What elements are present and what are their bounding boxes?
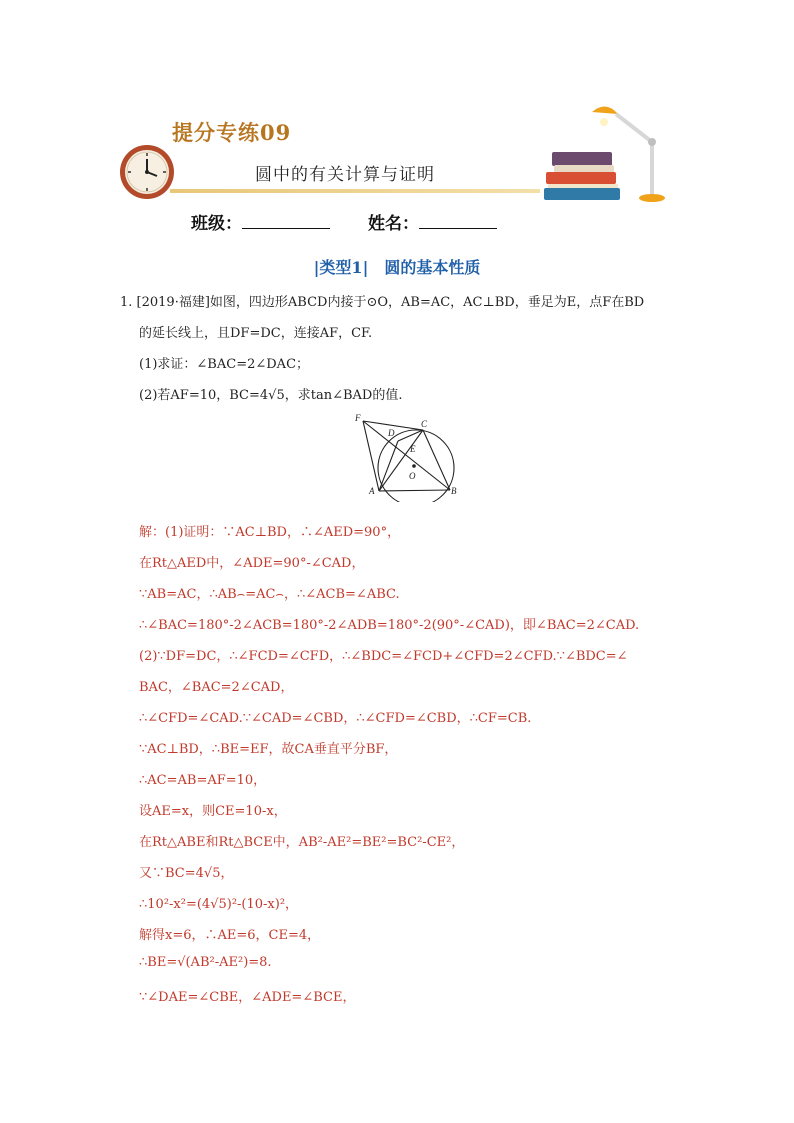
label-a: A [369, 486, 375, 496]
name-label: 姓名： [368, 214, 419, 234]
page-subtitle: 圆中的有关计算与证明 [255, 165, 435, 185]
problem-line: (2)若AF=10，BC=4√5，求tan∠BAD的值. [139, 388, 403, 403]
solution-line: 在Rt△ABE和Rt△BCE中，AB²-AE²=BE²=BC²-CE²， [139, 835, 465, 850]
class-label: 班级： [191, 214, 242, 234]
label-o: O [409, 471, 416, 481]
label-b: B [451, 486, 457, 496]
segment-ab [379, 490, 450, 491]
solution-line: BAC，∠BAC=2∠CAD， [139, 680, 294, 695]
label-e: E [410, 444, 416, 454]
label-f: F [355, 413, 361, 423]
solution-line: 设AE=x，则CE=10-x， [139, 804, 287, 819]
geometry-figure [352, 410, 464, 502]
segment-ad [379, 441, 398, 491]
solution-line: 又∵BC=4√5， [139, 866, 234, 881]
page-title: 提分专练09 [172, 120, 292, 145]
solution-line: ∴AC=AB=AF=10， [139, 773, 267, 788]
solution-line: ∴∠CFD=∠CAD.∵∠CAD=∠CBD，∴∠CFD=∠CBD，∴CF=CB. [139, 711, 532, 726]
name-field [368, 209, 497, 234]
solution-line: ∵AB=AC，∴AB⌢=AC⌢，∴∠ACB=∠ABC. [139, 587, 400, 602]
segment-bc [423, 430, 450, 490]
solution-line: 解得x=6，∴AE=6，CE=4， [139, 928, 321, 943]
solution-line: (2)∵DF=DC，∴∠FCD=∠CFD，∴∠BDC=∠FCD+∠CFD=2∠CFD.∵∠BDC=∠ [139, 649, 628, 664]
name-blank[interactable] [419, 212, 497, 229]
solution-line: ∵AC⊥BD，∴BE=EF，故CA垂直平分BF， [139, 742, 398, 757]
label-d: D [388, 428, 395, 438]
clock-icon [118, 143, 176, 201]
problem-line: 1. [2019·福建]如图，四边形ABCD内接于⊙O，AB=AC，AC⊥BD，垂足为E，点F在BD [120, 295, 645, 310]
books-lamp-icon [540, 100, 668, 206]
center-point [412, 464, 416, 468]
problem-line: 的延长线上，且DF=DC，连接AF，CF. [139, 326, 373, 341]
solution-line: ∴10²-x²=(4√5)²-(10-x)²， [139, 897, 299, 912]
problem-line: (1)求证：∠BAC=2∠DAC； [139, 357, 310, 372]
solution-line: ∴∠BAC=180°-2∠ACB=180°-2∠ADB=180°-2(90°-∠CAD)，即∠BAC=2∠CAD. [139, 618, 640, 633]
solution-line: 在Rt△AED中，∠ADE=90°-∠CAD， [139, 556, 365, 571]
class-field [191, 209, 330, 234]
banner-divider [170, 189, 540, 193]
class-blank[interactable] [242, 212, 330, 229]
solution-line: ∴BE=√(AB²-AE²)=8. [139, 955, 272, 970]
section-heading: |类型1| 圆的基本性质 [313, 258, 481, 277]
label-c: C [421, 419, 428, 429]
solution-line: 解：(1)证明：∵AC⊥BD，∴∠AED=90°， [139, 525, 401, 540]
solution-line: ∵∠DAE=∠CBE，∠ADE=∠BCE， [139, 990, 356, 1005]
